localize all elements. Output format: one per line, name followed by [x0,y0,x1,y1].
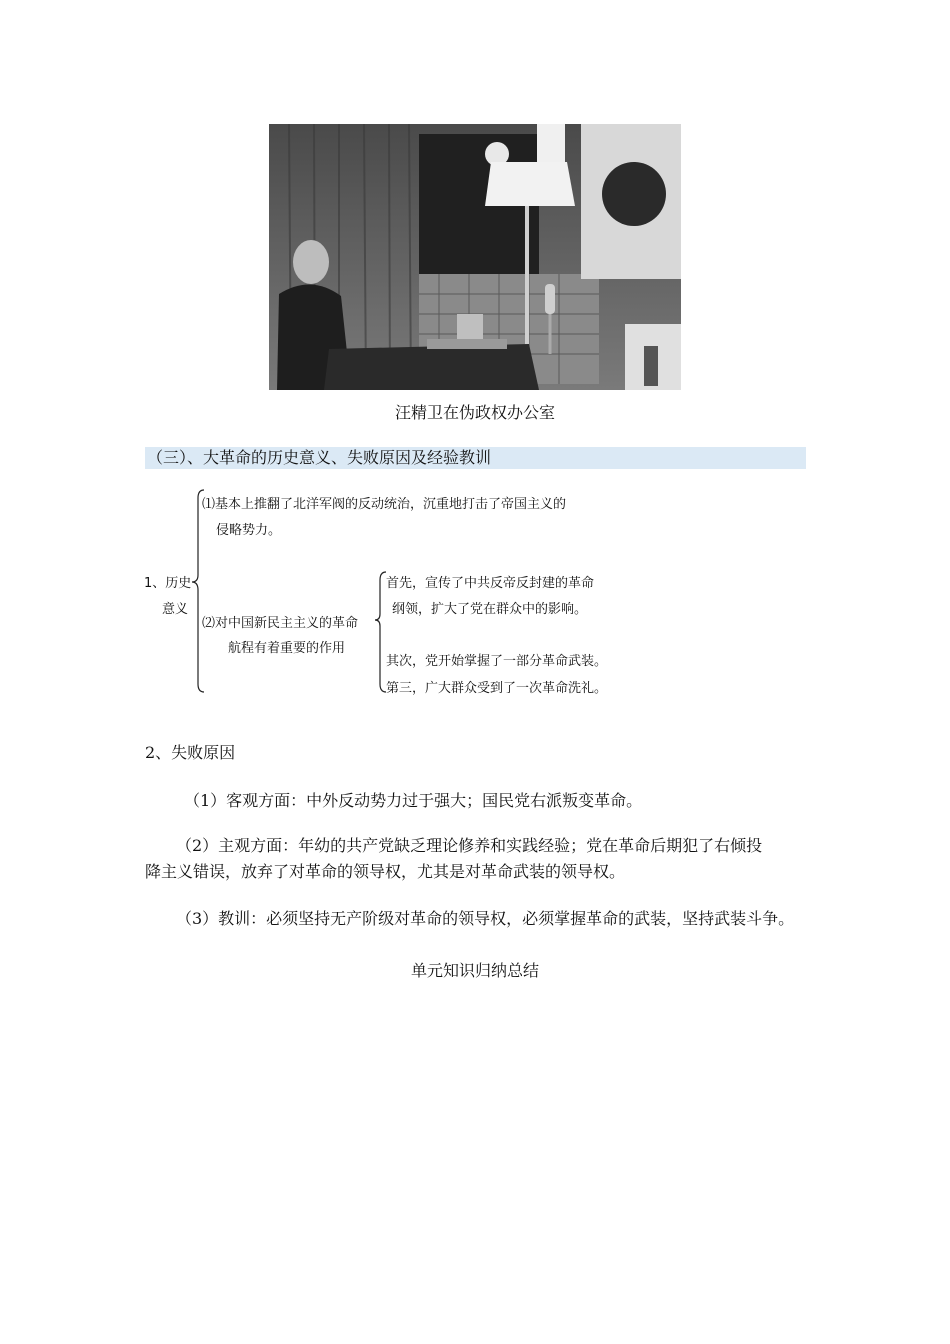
photo-caption: 汪精卫在伪政权办公室 [394,403,555,422]
item1-line2: 侵略势力。 [216,523,282,538]
failure-objective: （1）客观方面：中外反动势力过于强大；国民党右派叛变革命。 [184,791,643,810]
outer-brace [192,490,204,692]
section-title: （三）、大革命的历史意义、失败原因及经验教训 [145,447,806,469]
failure-lesson: （3）教训：必须坚持无产阶级对革命的领导权，必须掌握革命的武装，坚持武装斗争。 [176,909,795,928]
root-label-line1: 1、历史 [144,576,192,591]
unit-summary-heading: 单元知识归纳总结 [410,961,539,980]
item1-line1: ⑴基本上推翻了北洋军阀的反动统治，沉重地打击了帝国主义的 [202,497,567,512]
failure-heading: 2、失败原因 [145,743,236,762]
sub2: 其次，党开始掌握了一部分革命武装。 [386,654,608,669]
failure-subjective-line1: （2）主观方面：年幼的共产党缺乏理论修养和实践经验；党在革命后期犯了右倾投 [176,836,763,855]
sub1-line2: 纲领，扩大了党在群众中的影响。 [392,602,588,617]
failure-subjective-line2: 降主义错误，放弃了对革命的领导权，尤其是对革命武装的领导权。 [145,862,626,881]
item2-line1: ⑵对中国新民主主义的革命 [202,616,359,631]
item2-line2: 航程有着重要的作用 [228,641,346,656]
root-label-line2: 意义 [162,602,189,617]
inner-brace [375,572,386,692]
sub3: 第三，广大群众受到了一次革命洗礼。 [386,681,608,696]
sub1-line1: 首先，宣传了中共反帝反封建的革命 [386,576,595,591]
